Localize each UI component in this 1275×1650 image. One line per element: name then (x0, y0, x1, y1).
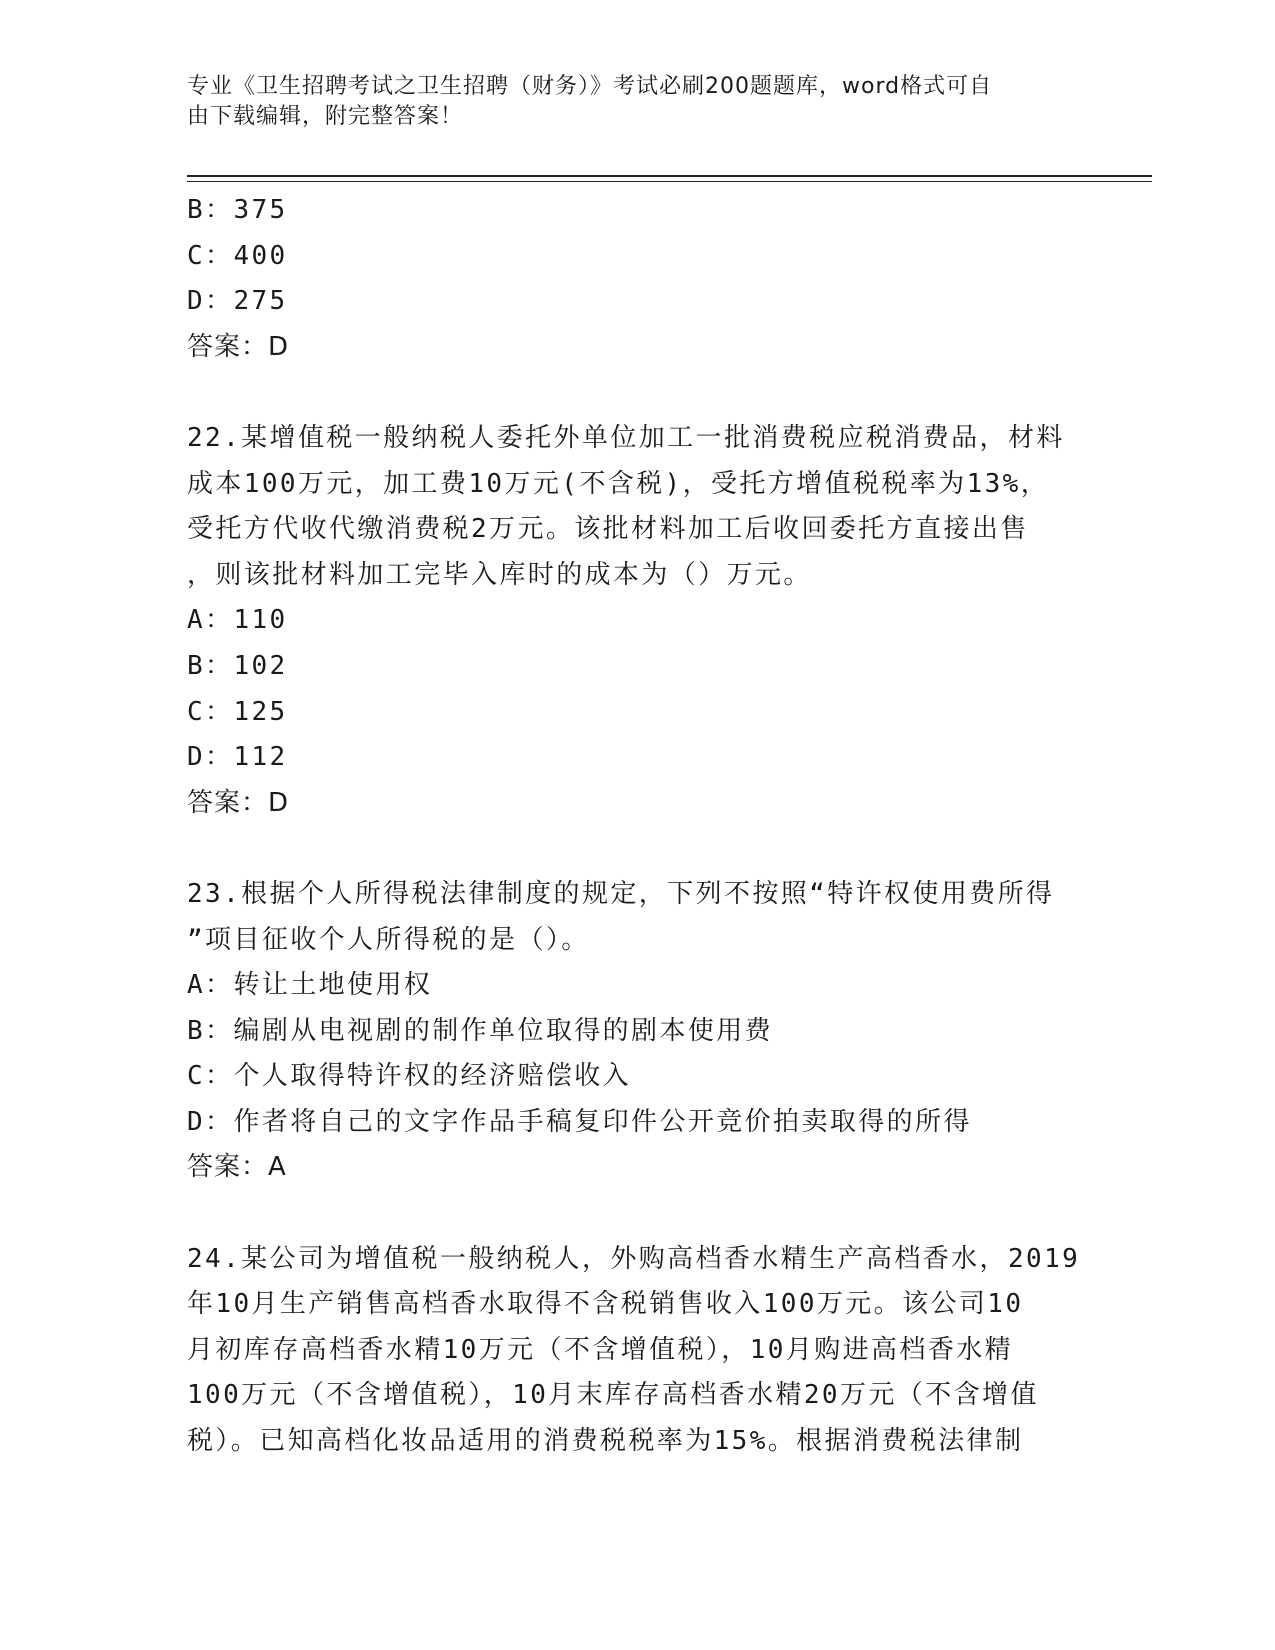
page-header (187, 72, 1087, 132)
option-c: C：400 (187, 240, 288, 271)
header-rule-thick (187, 175, 1152, 177)
question-text-line: 100万元（不含增值税），10月末库存高档香水精20万元（不含增值 (187, 1380, 1039, 1411)
question-text-line: 成本100万元，加工费10万元(不含税)，受托方增值税税率为13%， (187, 468, 1050, 499)
question-text-line: ”项目征收个人所得税的是（）。 (187, 924, 590, 955)
question-content (187, 188, 1087, 1465)
spacer (187, 826, 1087, 872)
option-a: A：转让土地使用权 (187, 970, 433, 1001)
answer-line: 答案：D (187, 787, 290, 818)
option-b: B：102 (187, 650, 288, 681)
question-23 (187, 872, 1087, 1191)
question-24 (187, 1237, 1087, 1465)
question-text-line: 24.某公司为增值税一般纳税人，外购高档香水精生产高档香水，2019 (187, 1243, 1081, 1274)
header-line-2: 由下载编辑，附完整答案！ (187, 104, 464, 129)
option-d: D：112 (187, 742, 288, 773)
question-text-line: 23.根据个人所得税法律制度的规定，下列不按照“特许权使用费所得 (187, 878, 1055, 909)
question-text-line: 年10月生产销售高档香水取得不含税销售收入100万元。该公司10 (187, 1289, 1024, 1320)
option-c: C：个人取得特许权的经济赔偿收入 (187, 1061, 632, 1092)
spacer (187, 370, 1087, 416)
question-text-line: ，则该批材料加工完毕入库时的成本为（）万元。 (187, 559, 812, 590)
option-a: A：110 (187, 605, 288, 636)
answer-line: 答案：D (187, 331, 290, 362)
question-text-line: 税）。已知高档化妆品适用的消费税税率为15%。根据消费税法律制 (187, 1426, 1024, 1457)
answer-line: 答案：A (187, 1152, 287, 1183)
prev-question (187, 188, 1087, 370)
option-d: D：275 (187, 286, 288, 317)
option-b: B：375 (187, 195, 288, 225)
option-b: B：编剧从电视剧的制作单位取得的剧本使用费 (187, 1015, 774, 1046)
option-d: D：作者将自己的文字作品手稿复印件公开竞价拍卖取得的所得 (187, 1106, 972, 1137)
question-text-line: 月初库存高档香水精10万元（不含增值税），10月购进高档香水精 (187, 1334, 1014, 1365)
question-22 (187, 416, 1087, 826)
spacer (187, 1191, 1087, 1237)
option-c: C：125 (187, 696, 288, 727)
header-line-1: 专业《卫生招聘考试之卫生招聘（财务）》考试必刷200题题库，word格式可自 (187, 74, 993, 99)
question-text-line: 受托方代收代缴消费税2万元。该批材料加工后收回委托方直接出售 (187, 514, 1029, 545)
question-text-line: 22.某增值税一般纳税人委托外单位加工一批消费税应税消费品，材料 (187, 422, 1065, 453)
header-rule-thin (187, 181, 1152, 182)
